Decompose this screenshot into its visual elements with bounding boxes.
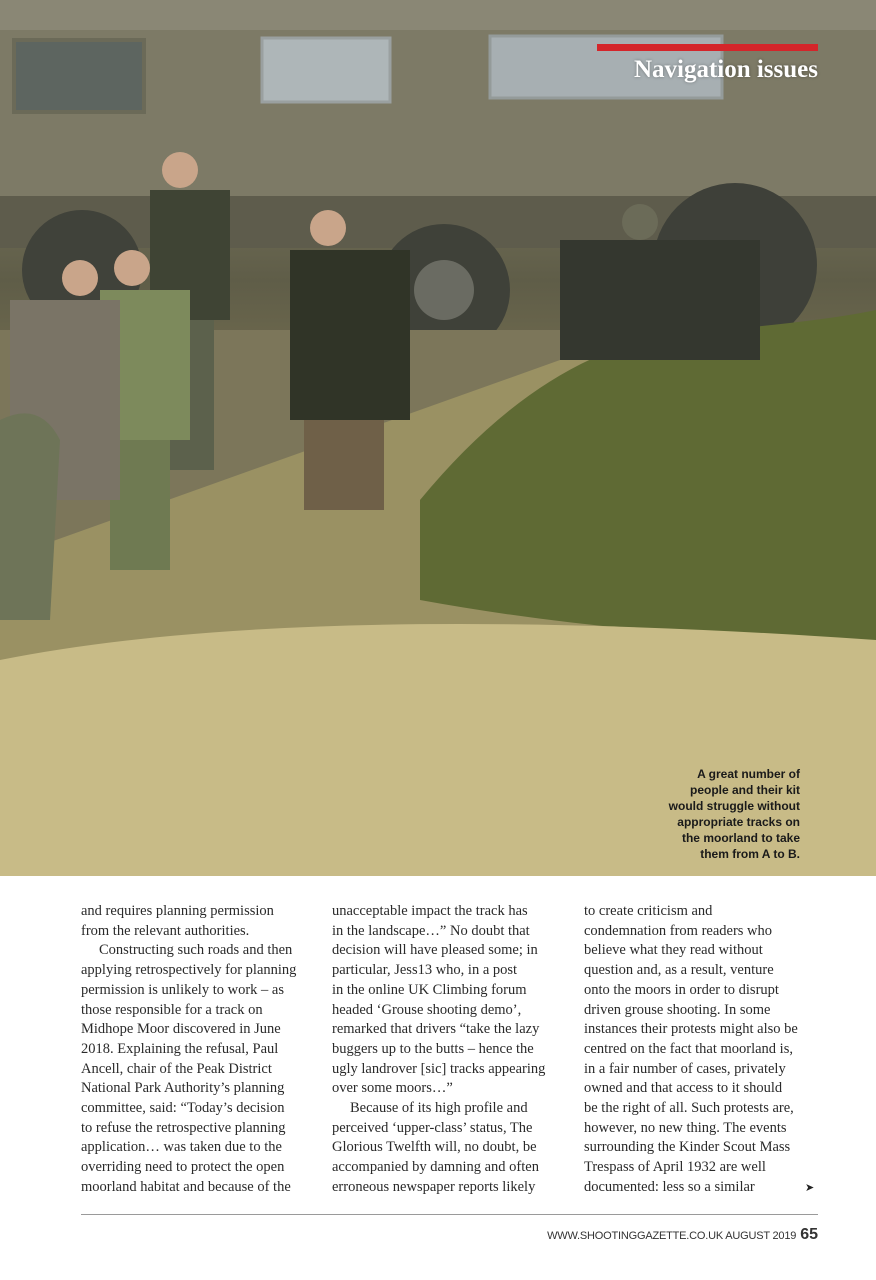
article-line: to create criticism and	[584, 903, 713, 919]
article-line: owned and that access to it should	[584, 1080, 783, 1097]
article-line: documented: less so a similar	[584, 1178, 755, 1195]
continue-arrow-icon: ➤	[805, 1181, 815, 1194]
article-line: believe what they read without	[584, 942, 763, 959]
article-line: Trespass of April 1932 are well	[584, 1159, 766, 1176]
truck-wheel-hub-middle	[414, 260, 474, 320]
caption-line: the moorland to take	[681, 831, 800, 845]
article-line: applying retrospectively for planning	[81, 962, 297, 979]
truck-side-window-left	[262, 38, 390, 102]
article-line: centred on the fact that moorland is,	[584, 1040, 793, 1057]
truck-roof	[0, 0, 876, 30]
article-line: perceived ‘upper-class’ status, The	[332, 1119, 533, 1136]
caption-line: people and their kit	[689, 783, 800, 797]
article-column-2	[332, 902, 568, 1198]
article-column-3	[584, 902, 820, 1198]
section-accent-bar	[597, 44, 818, 51]
article-line: application… was taken due to the	[81, 1139, 282, 1156]
article-line: in the online UK Climbing forum	[332, 981, 527, 998]
photo-caption	[640, 766, 800, 862]
article-column-1	[81, 902, 317, 1198]
caption-line: appropriate tracks on	[677, 815, 800, 829]
article-line: overriding need to protect the open	[81, 1159, 285, 1176]
article-line: committee, said: “Today’s decision	[81, 1100, 285, 1117]
article-line: Because of its high profile and	[350, 1100, 528, 1117]
person-left-edge	[0, 413, 60, 620]
article-line: in the landscape…” No doubt that	[332, 922, 530, 939]
article-line: remarked that drivers “take the lazy	[332, 1021, 540, 1038]
article-line: National Park Authority’s planning	[81, 1080, 285, 1097]
article-line: over some moors…”	[332, 1080, 453, 1097]
article-line: moorland habitat and because of the	[81, 1178, 291, 1195]
article-line: unacceptable impact the track has	[332, 903, 528, 919]
article-line: permission is unlikely to work – as	[81, 981, 284, 998]
article-line: those responsible for a track on	[81, 1001, 263, 1018]
article-line: ugly landrover [sic] tracks appearing	[332, 1060, 546, 1077]
section-title: Navigation issues	[633, 56, 818, 83]
article-line: and requires planning permission	[81, 903, 274, 919]
footer-url-date: WWW.SHOOTINGGAZETTE.CO.UK AUGUST 2019	[547, 1230, 797, 1242]
caption-line: A great number of	[697, 767, 800, 781]
article-line: surrounding the Kinder Scout Mass	[584, 1139, 791, 1156]
article-line: headed ‘Grouse shooting demo’,	[332, 1001, 522, 1018]
article-line: be the right of all. Such protests are,	[584, 1100, 794, 1117]
article-line: in a fair number of cases, privately	[584, 1060, 786, 1077]
article-line: however, no new thing. The events	[584, 1119, 787, 1136]
footer-divider	[81, 1214, 818, 1215]
article-body	[81, 902, 821, 1202]
article-line: decision will have pleased some; in	[332, 942, 538, 959]
article-line: Midhope Moor discovered in June	[81, 1021, 281, 1038]
article-line: erroneous newspaper reports likely	[332, 1178, 536, 1195]
article-line: question and, as a result, venture	[584, 962, 774, 979]
truck-cab-window	[14, 40, 144, 112]
article-line: Glorious Twelfth will, no doubt, be	[332, 1139, 537, 1156]
page-number: 65	[800, 1226, 818, 1243]
article-line: Constructing such roads and then	[99, 942, 293, 959]
article-line: driven grouse shooting. In some	[584, 1001, 771, 1018]
caption-line: would struggle without	[668, 799, 800, 813]
article-line: condemnation from readers who	[584, 922, 773, 939]
article-line: Ancell, chair of the Peak District	[81, 1060, 272, 1077]
article-line: to refuse the retrospective planning	[81, 1119, 286, 1136]
page-footer	[440, 1226, 818, 1244]
article-line: buggers up to the butts – hence the	[332, 1040, 534, 1057]
article-line: from the relevant authorities.	[81, 922, 250, 939]
article-line: particular, Jess13 who, in a post	[332, 962, 518, 979]
article-line: instances their protests might also be	[584, 1021, 798, 1038]
article-line: onto the moors in order to disrupt	[584, 981, 779, 998]
caption-line: them from A to B.	[700, 847, 800, 861]
article-line: accompanied by damning and often	[332, 1159, 539, 1176]
article-line: 2018. Explaining the refusal, Paul	[81, 1040, 279, 1057]
